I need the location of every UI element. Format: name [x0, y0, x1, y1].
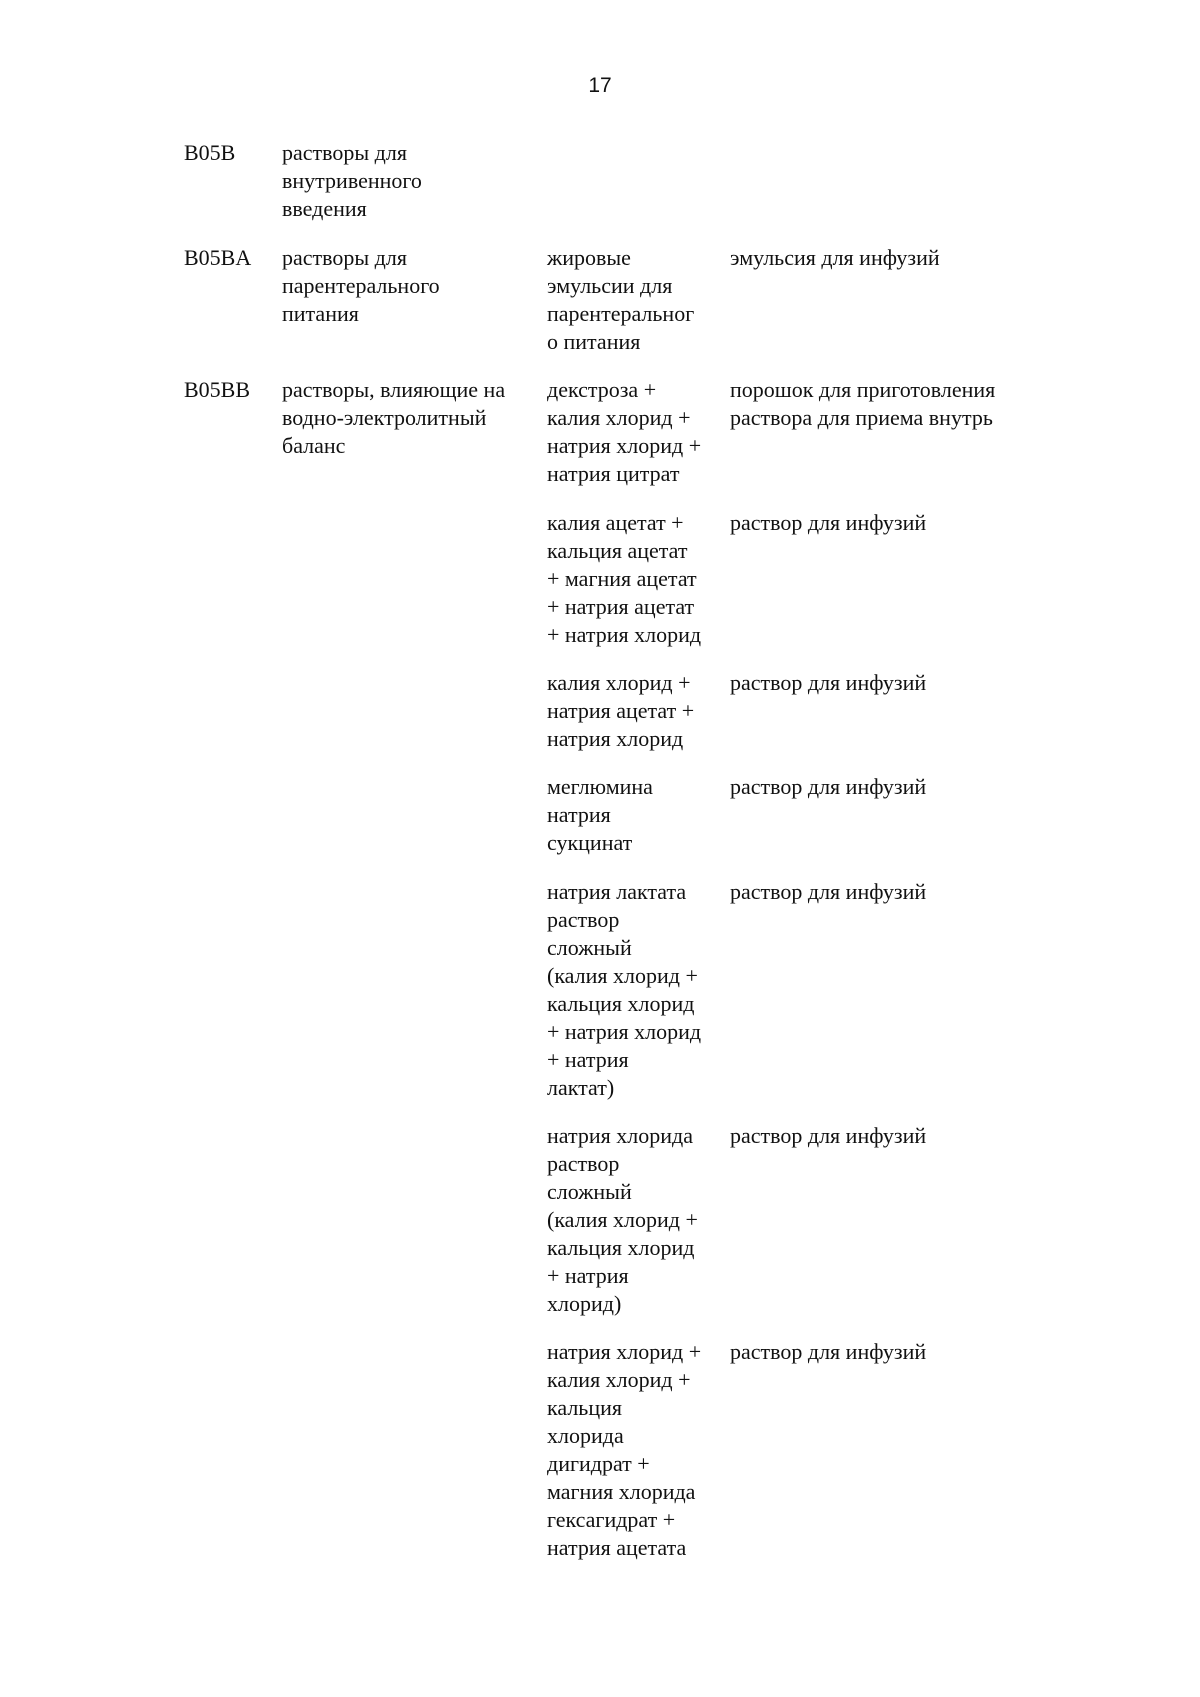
drug-name: натрия хлорида раствор сложный (калия хлорид + кальция хлорид + натрия хлорид) [547, 1123, 698, 1316]
atc-group-name: растворы для внутривенного введения [282, 140, 422, 221]
drug-name: жировые эмульсии для парентеральног о питания [547, 245, 695, 354]
atc-code: B05BA [184, 245, 252, 270]
drug-name: натрия лактата раствор сложный (калия хлорид + кальция хлорид + натрия хлорид + натрия лактат) [547, 879, 702, 1100]
atc-code: B05BB [184, 377, 251, 402]
dosage-form: эмульсия для инфузий [730, 245, 940, 270]
dosage-form: раствор для инфузий [730, 1339, 927, 1364]
dosage-form: раствор для инфузий [730, 774, 927, 799]
atc-group-name: растворы для парентерального питания [282, 245, 440, 326]
page-number: 17 [588, 74, 612, 97]
drug-name: декстроза + калия хлорид + натрия хлорид + натрия цитрат [547, 377, 702, 486]
dosage-form: раствор для инфузий [730, 510, 927, 535]
drug-name: калия ацетат + кальция ацетат + магния ацетат + натрия ацетат + натрия хлорид [547, 510, 702, 647]
drug-name: калия хлорид + натрия ацетат + натрия хлорид [547, 670, 695, 751]
drug-name: натрия хлорид + калия хлорид + кальция хлорида дигидрат + магния хлорида гексагидрат + натрия ацетата [547, 1339, 702, 1560]
dosage-form: порошок для приготовления раствора для приема внутрь [730, 377, 996, 430]
atc-code: B05B [184, 140, 236, 165]
dosage-form: раствор для инфузий [730, 1123, 927, 1148]
dosage-form: раствор для инфузий [730, 879, 927, 904]
dosage-form: раствор для инфузий [730, 670, 927, 695]
atc-group-name: растворы, влияющие на водно-электролитный баланс [282, 377, 506, 458]
drug-name: меглюмина натрия сукцинат [547, 774, 653, 855]
